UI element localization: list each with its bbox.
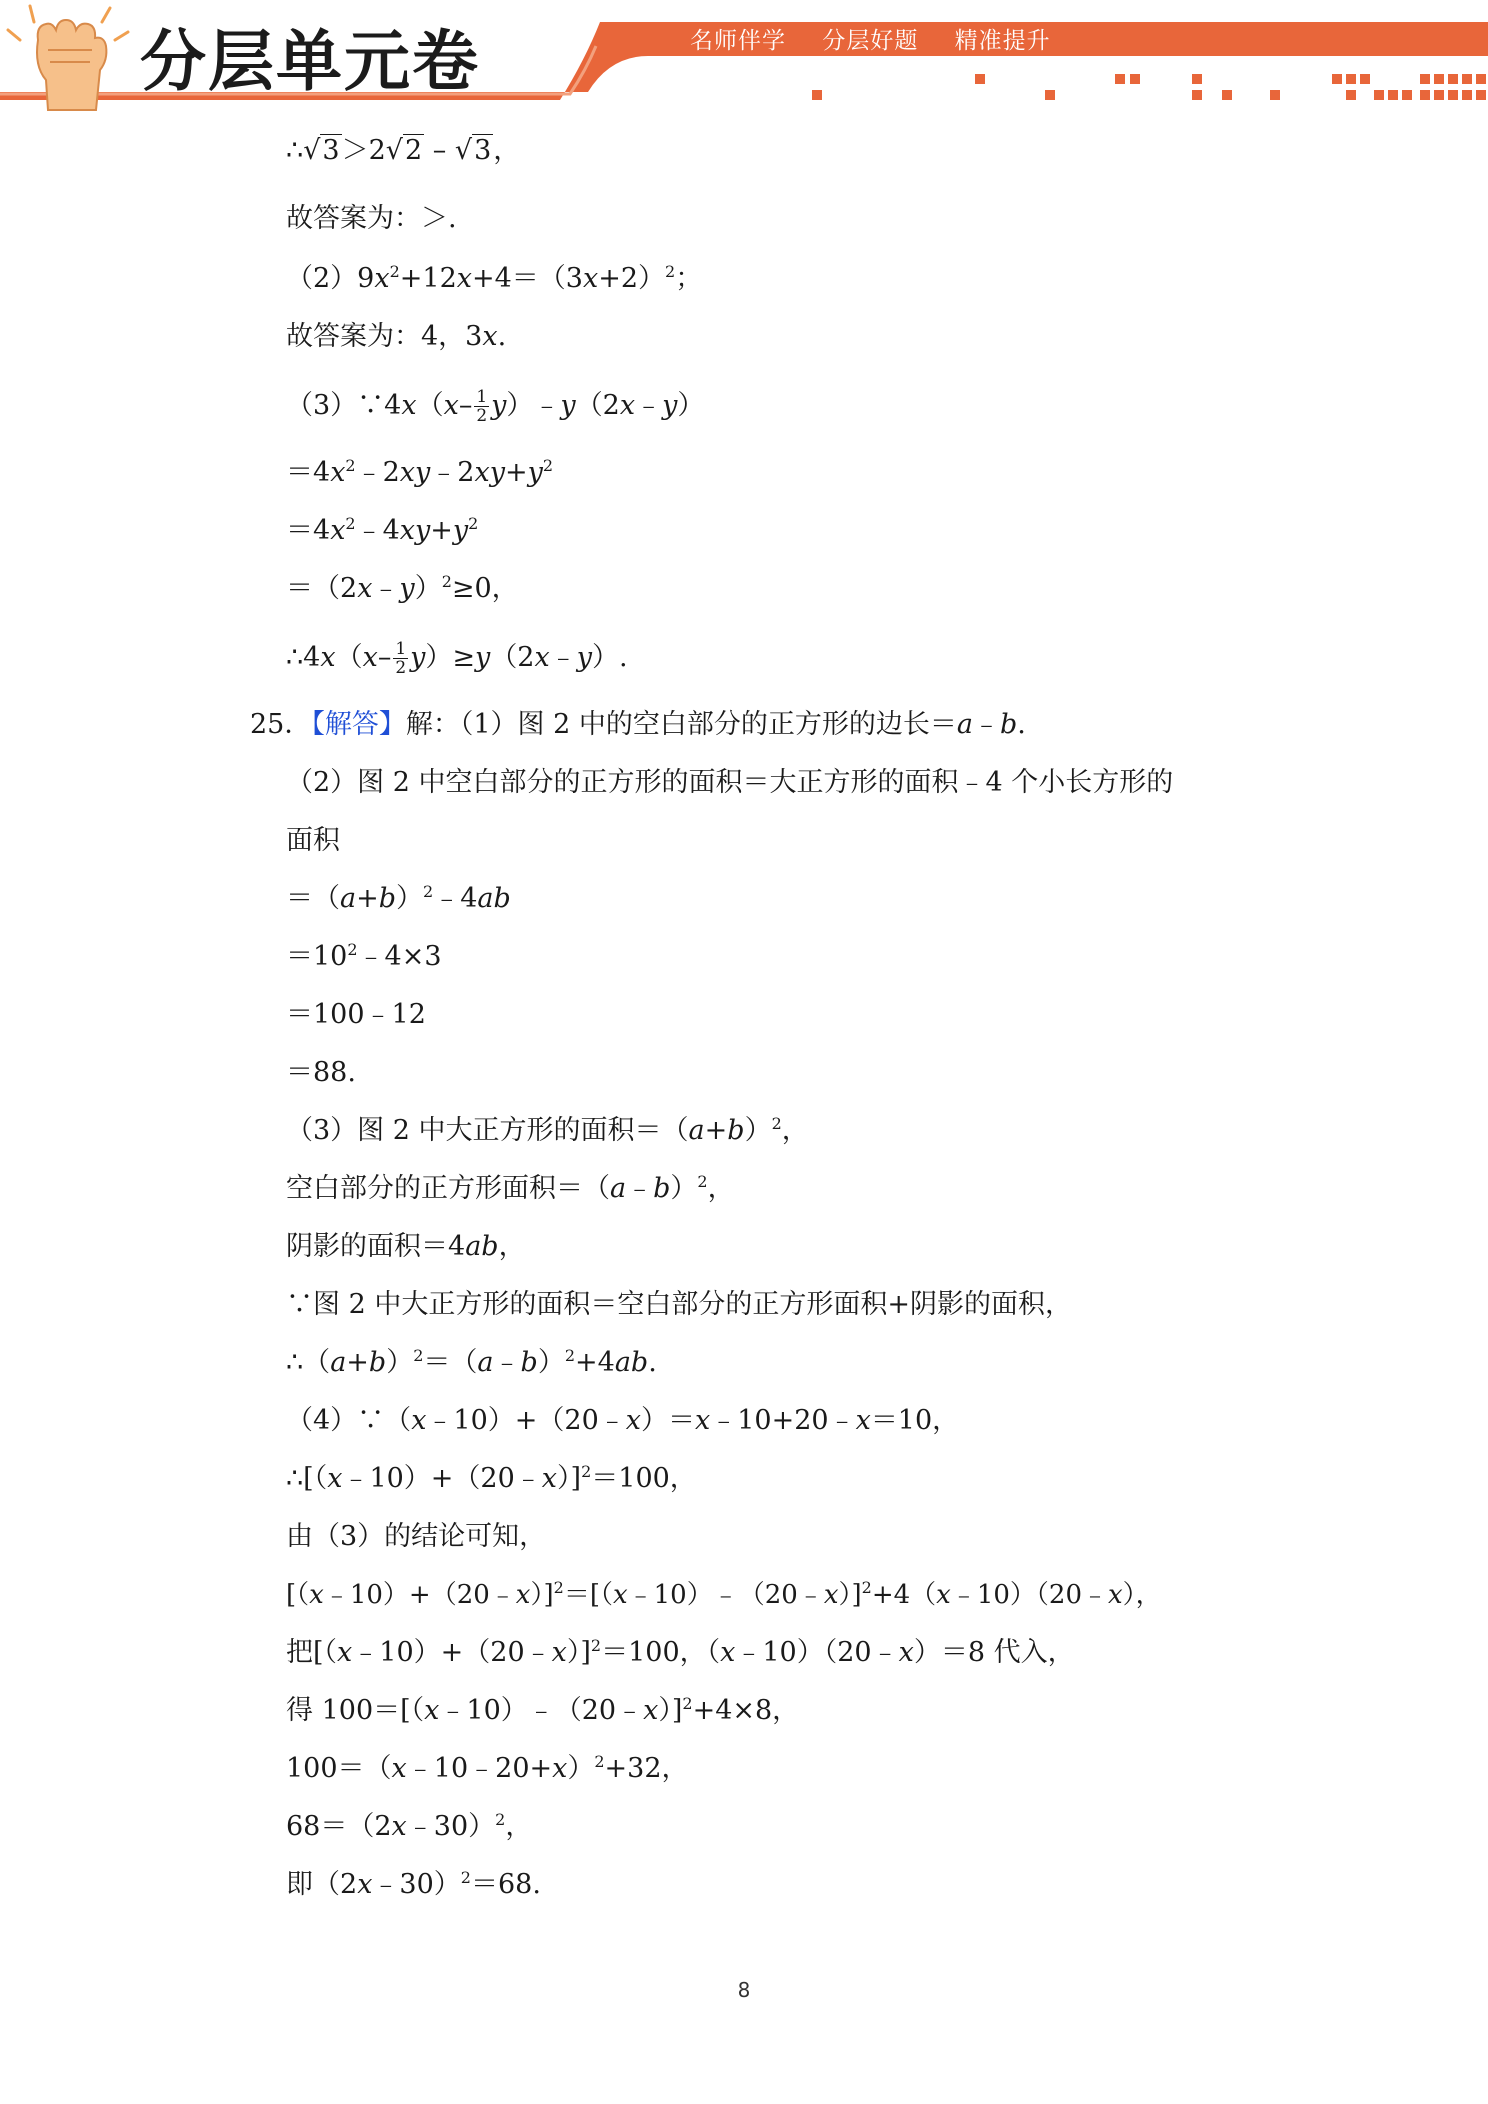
solution-line: ＝88. (286, 1057, 356, 1088)
solution-line: （3）∵4x（x– $\frac{1}{2}$ y）﹣y（2x﹣y） (286, 387, 705, 426)
tagline-item: 精准提升 (954, 28, 1051, 54)
solution-line: 故答案为：＞. (286, 203, 457, 234)
solution-line: 即（2x﹣30）$^2$＝68. (286, 1868, 541, 1900)
solution-line: $=4x^2﹣4xy+y^2$ (286, 514, 479, 546)
solution-line: （2）图 2 中空白部分的正方形的面积＝大正方形的面积﹣4 个小长方形的 (286, 767, 1174, 798)
solution-line: ＝100﹣12 (286, 999, 426, 1030)
solution-line: ∴√3＞2√2 – √3， (286, 135, 521, 166)
solution-line: 把[（x﹣10）+（20﹣x）]$^2$＝100，（x﹣10）（20﹣x）＝8 代入， (286, 1636, 1075, 1668)
solution-line: 阴影的面积＝4ab， (286, 1231, 526, 1262)
solution-line: ∵图 2 中大正方形的面积＝空白部分的正方形面积+阴影的面积， (286, 1289, 1072, 1320)
solution-line: 100＝（x﹣10﹣20+x）$^2$+32， (286, 1752, 689, 1784)
tagline-item: 分层好题 (822, 28, 919, 54)
page-header (0, 0, 1488, 120)
header-decor-squares (812, 74, 1486, 100)
solution-line: ＝（2x﹣y）$^2$≥0， (286, 572, 519, 604)
solution-line: 68＝（2x﹣30）$^2$， (286, 1810, 533, 1842)
solution-line: 得 100＝[（x﹣10）﹣（20﹣x）]$^2$+4×8， (286, 1694, 800, 1726)
solution-line: （4）∵（x﹣10）+（20﹣x）＝x﹣10+20﹣x＝10， (286, 1405, 960, 1436)
solution-line: 故答案为：4，3x. (286, 321, 507, 352)
question-number: 25． (250, 709, 312, 740)
answer-tag: 【解答】 (311, 709, 406, 740)
question-25-header (250, 708, 1026, 742)
solution-line: [（x﹣10）+（20﹣x）]$^2$＝[（x﹣10）﹣（20﹣x）]$^2$+4（x﹣10）（20﹣x）， (286, 1578, 1162, 1610)
solution-line: $=(a+b)^2﹣4ab$ (286, 882, 511, 914)
solution-line: ∴[（x﹣10）+（20﹣x）]$^2$＝100， (286, 1462, 697, 1494)
question-25-intro: 解：（1）图 2 中的空白部分的正方形的边长＝a﹣b. (405, 709, 1026, 740)
solution-line: ∴4x（x– $\frac{1}{2}$ y）≥y（2x﹣y）. (286, 639, 628, 678)
solution-line: $(2)9x^2+12x+4=(3x+2)^2$； (286, 262, 703, 294)
brand-title: 分层单元卷 (140, 23, 480, 100)
solution-line: $\therefore(a+b)^2=(a﹣b)^2+4ab$. (286, 1346, 657, 1378)
solution-line: （3）图 2 中大正方形的面积$=(a+b)^2$， (286, 1114, 809, 1146)
tagline-item: 名师伴学 (690, 28, 786, 54)
solution-line: $=4x^2﹣2xy﹣2xy+y^2$ (286, 456, 554, 488)
solution-line: $=10^2﹣4\times 3$ (286, 940, 442, 972)
solution-line: 面积 (286, 825, 340, 856)
solution-line: 由（3）的结论可知， (286, 1521, 547, 1552)
header-tagline (690, 22, 1450, 55)
solution-line: 空白部分的正方形面积＝（a﹣b）$^2$， (286, 1172, 735, 1204)
page-number: 8 (737, 1978, 751, 2002)
